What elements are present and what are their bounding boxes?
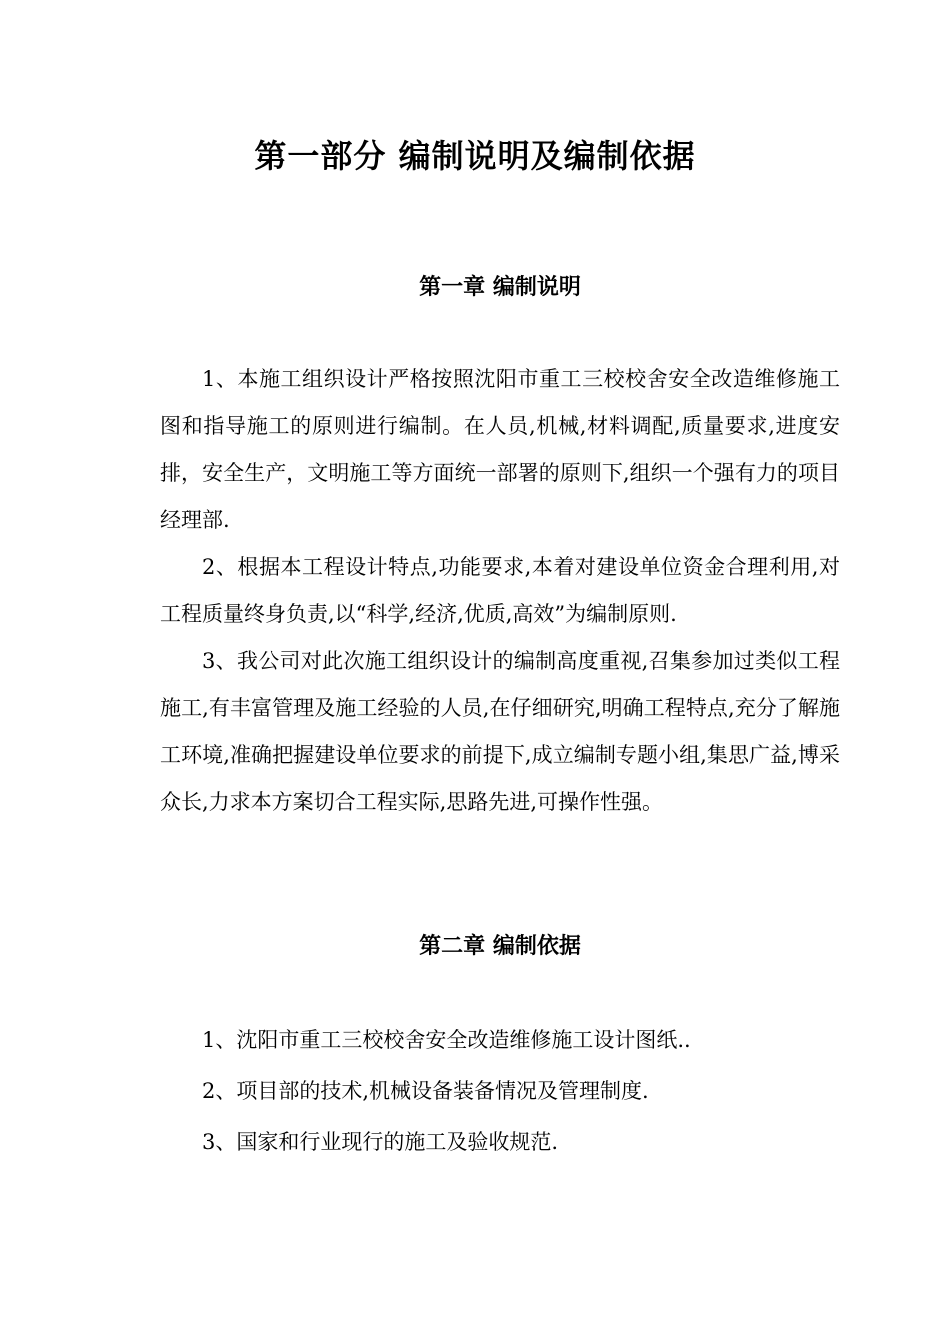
- chapter-2-title: 第二章 编制依据: [419, 934, 581, 959]
- paragraph: 2、根据本工程设计特点,功能要求,本着对建设单位资金合理利用,对工程质量终身负责,以“科学,经济,优质,高效”为编制原则.: [160, 555, 840, 626]
- chapter-1-body: [160, 356, 840, 826]
- list-item: 2、项目部的技术,机械设备装备情况及管理制度.: [202, 1079, 649, 1103]
- chapter-2-list: [160, 1015, 840, 1168]
- paragraph: 3、我公司对此次施工组织设计的编制高度重视,召集参加过类似工程施工,有丰富管理及施工经验的人员,在仔细研究,明确工程特点,充分了解施工环境,准确把握建设单位要求的前提下,成立编制专题小组,集思广益,博采众长,力求本方案切合工程实际,思路先进,可操作性强。: [160, 649, 840, 814]
- paragraph: 1、本施工组织设计严格按照沈阳市重工三校校舍安全改造维修施工图和指导施工的原则进行编制。在人员,机械,材料调配,质量要求,进度安排，安全生产，文明施工等方面统一部署的原则下,组织一个强有力的项目经理部.: [160, 367, 840, 532]
- list-item: 1、沈阳市重工三校校舍安全改造维修施工设计图纸..: [202, 1028, 691, 1052]
- chapter-1-title: 第一章 编制说明: [419, 275, 581, 300]
- part-title: 第一部分 编制说明及编制依据: [254, 137, 696, 175]
- list-item: 3、国家和行业现行的施工及验收规范.: [202, 1130, 559, 1154]
